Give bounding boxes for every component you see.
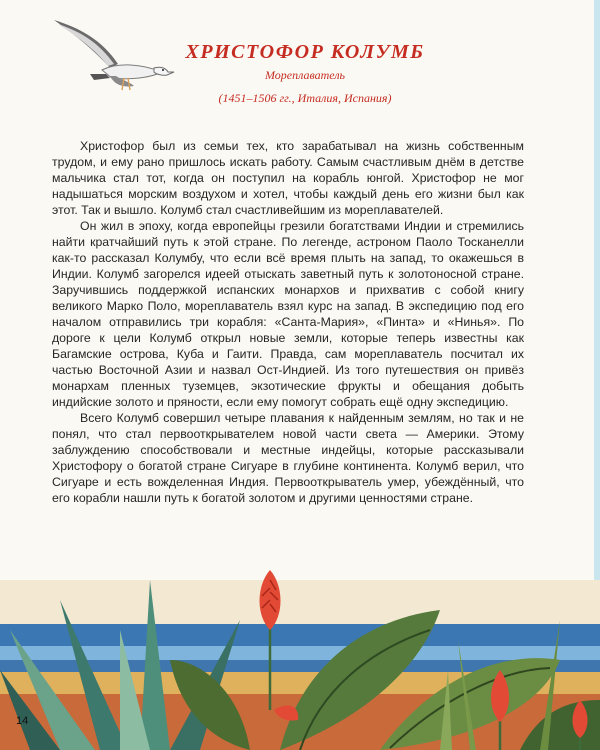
seagull-illustration <box>50 14 180 94</box>
paragraph-3: Всего Колумб совершил четыре плавания к найденным землям, но так и не понял, что стал первооткрывателем новой части света — Америки. Этому заблуждению способствовали и местные индейцы, которые рассказывали Христофору о богатой стране Сигуаре в глубине континента. Колумб верил, что Сигуаре и есть вожделенная Индия. Первооткрыватель умер, убеждённый, что его корабли нашли путь к богатой золотом и другими ценностями стране. <box>52 411 524 505</box>
article-subtitle: Мореплаватель <box>264 68 346 82</box>
article-title: ХРИСТОФОР КОЛУМБ <box>185 41 425 63</box>
tropical-plants-illustration <box>0 560 600 750</box>
paragraph-1: Христофор был из семьи тех, кто зарабатывал на жизнь собственным трудом, и ему рано пришлось искать работу. Самым счастливым днём в детстве мальчика стал тот, когда он поступил на корабль юнгой. Христофор не мог надышаться морским воздухом и хотел, чтобы каждый день его жизни был как этот. Так и вышло. Колумб стал счастливейшим из мореплавателей. <box>52 139 524 217</box>
page-number: 14 <box>16 715 29 727</box>
article-lifespan: (1451–1506 гг., Италия, Испания) <box>218 91 392 105</box>
paragraph-2: Он жил в эпоху, когда европейцы грезили богатствами Индии и стремились найти кратчайший путь к этой стране. По легенде, астроном Паоло Тосканелли как-то рассказал Колумбу, что если всё время плыть на запад, то окажешься в Индии. Колумб загорелся идеей отыскать заветный путь к золотоносной стране. Заручившись поддержкой испанских монархов и прихватив с собой книгу великого Марко Поло, мореплаватель взял курс на запад. В экспедицию под его началом отправились три корабля: «Санта-Мария», «Пинта» и «Нинья». По дороге к цели Колумб открыл новые земли, которые теперь известны как Багамские острова, Куба и Гаити. Правда, сам мореплаватель посчитал их частью Восточной Азии и назвал Ост-Индией. Из того путешествия он привёз монархам пленных туземцев, экзотические фрукты и обещания добыть индийские золото и пряности, если ему помогут собрать ещё одну экспедицию. <box>52 219 524 409</box>
article-body <box>52 138 524 506</box>
article-header <box>180 40 430 106</box>
